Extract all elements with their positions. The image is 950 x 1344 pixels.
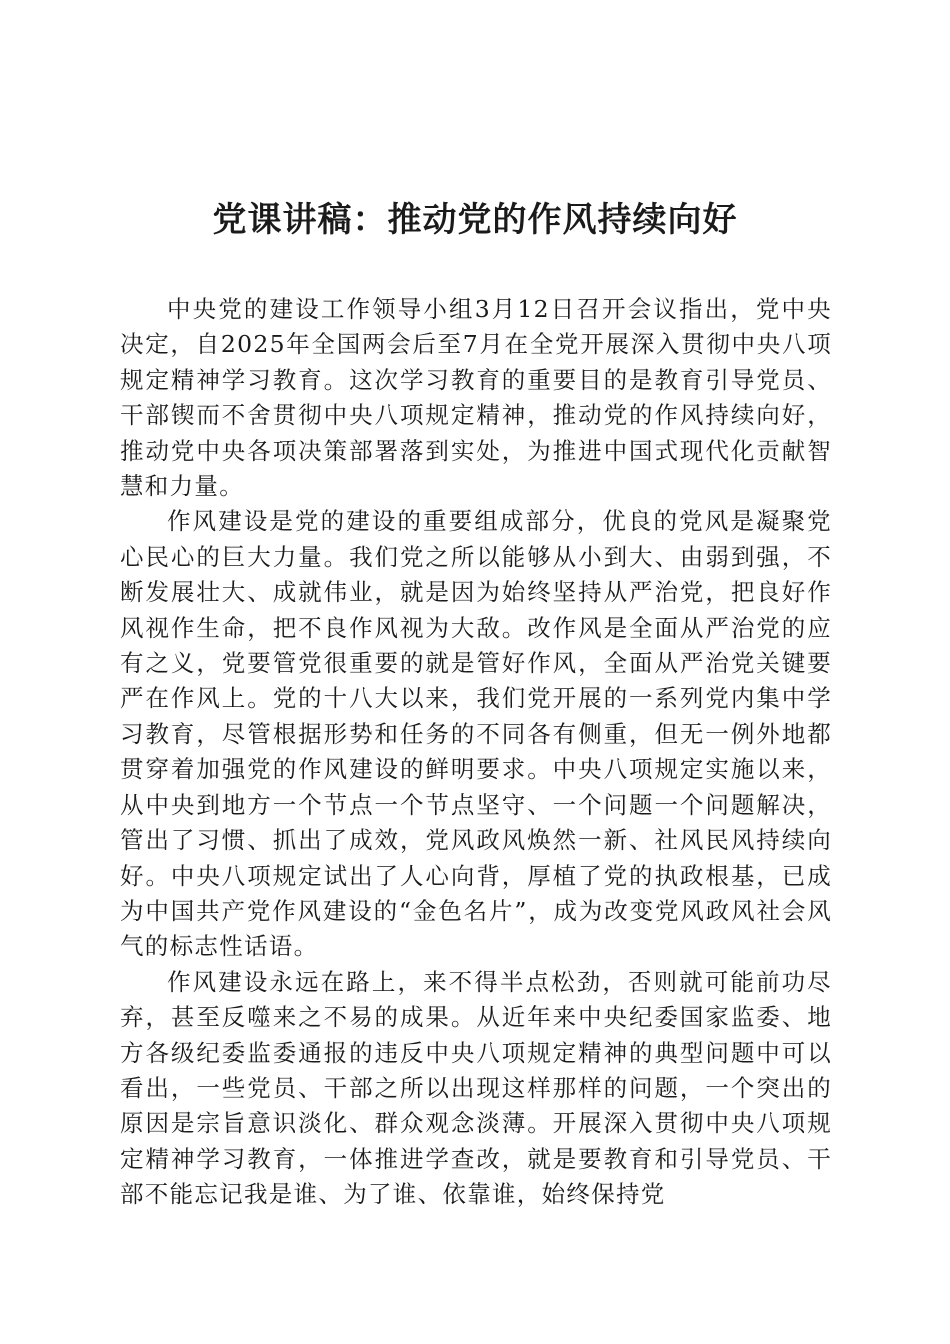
paragraph-1: 中央党的建设工作领导小组3月12日召开会议指出，党中央决定，自2025年全国两会后至7月在全党开展深入贯彻中央八项规定精神学习教育。这次学习教育的重要目的是教育引导党员、干部锲而不舍贯彻中央八项规定精神，推动党的作风持续向好，推动党中央各项决策部署落到实处，为推进中国式现代化贡献智慧和力量。 (120, 295, 832, 501)
document-body (120, 292, 832, 1213)
paragraph-3: 作风建设永远在路上，来不得半点松劲，否则就可能前功尽弃，甚至反噬来之不易的成果。从近年来中央纪委国家监委、地方各级纪委监委通报的违反中央八项规定精神的典型问题中可以看出，一些党员、干部之所以出现这样那样的问题，一个突出的原因是宗旨意识淡化、群众观念淡薄。开展深入贯彻中央八项规定精神学习教育，一体推进学查改，就是要教育和引导党员、干部不能忘记我是谁、为了谁、依靠谁，始终保持党 (120, 967, 832, 1209)
paragraph-2: 作风建设是党的建设的重要组成部分，优良的党风是凝聚党心民心的巨大力量。我们党之所以能够从小到大、由弱到强，不断发展壮大、成就伟业，就是因为始终坚持从严治党，把良好作风视作生命，把不良作风视为大敌。改作风是全面从严治党的应有之义，党要管党很重要的就是管好作风，全面从严治党关键要严在作风上。党的十八大以来，我们党开展的一系列党内集中学习教育，尽管根据形势和任务的不同各有侧重，但无一例外地都贯穿着加强党的作风建设的鲜明要求。中央八项规定实施以来，从中央到地方一个节点一个节点坚守、一个问题一个问题解决，管出了习惯、抓出了成效，党风政风焕然一新、社风民风持续向好。中央八项规定试出了人心向背，厚植了党的执政根基，已成为中国共产党作风建设的“金色名片”，成为改变党风政风社会风气的标志性话语。 (120, 507, 832, 961)
document-title: 党课讲稿：推动党的作风持续向好 (212, 200, 738, 240)
